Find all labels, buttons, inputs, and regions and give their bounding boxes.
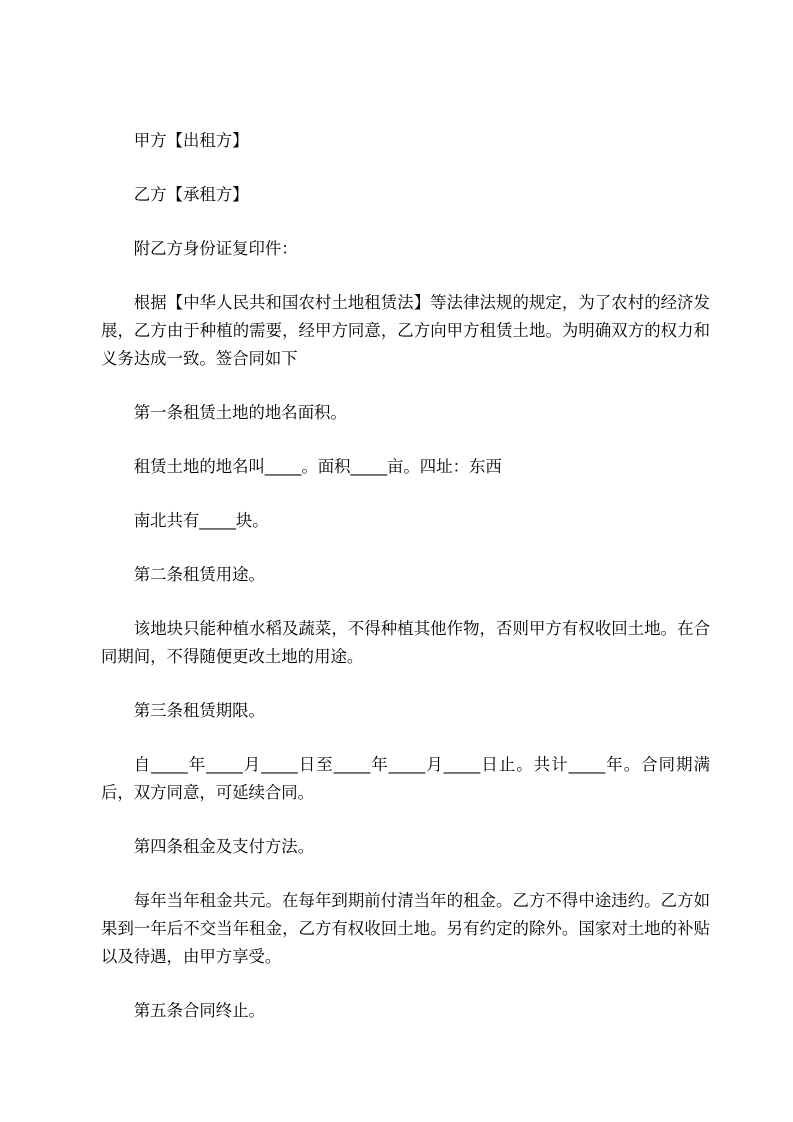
clause-4-body: 每年当年租金共元。在每年到期前付清当年的租金。乙方不得中途违约。乙方如果到一年后不交当年租金，乙方有权收回土地。另有约定的除外。国家对土地的补贴以及待遇，由甲方享受。 — [101, 892, 710, 966]
party-a-line: 甲方【出租方】 — [133, 132, 249, 150]
clause-1-body-1: 租赁土地的地名叫____。面积____亩。四址：东西 — [133, 458, 502, 476]
clause-5-title: 第五条合同终止。 — [133, 1002, 265, 1020]
clause-1-body-2: 南北共有____块。 — [133, 512, 269, 530]
clause-2-body: 该地块只能种植水稻及蔬菜，不得种植其他作物，否则甲方有权收回土地。在合同期间，不得随便更改土地的用途。 — [101, 620, 710, 666]
attachment-note: 附乙方身份证复印件： — [133, 240, 298, 258]
clause-4-title: 第四条租金及支付方法。 — [133, 838, 315, 856]
preamble: 根据【中华人民共和国农村土地租赁法】等法律法规的规定，为了农村的经济发展，乙方由于种植的需要，经甲方同意，乙方向甲方租赁土地。为明确双方的权力和义务达成一致。签合同如下 — [101, 294, 710, 368]
party-b-line: 乙方【承租方】 — [133, 186, 249, 204]
clause-1-title: 第一条租赁土地的地名面积。 — [133, 404, 347, 422]
clause-2-title: 第二条租赁用途。 — [133, 566, 265, 584]
clause-3-body: 自____年____月____日至____年____月____日止。共计____年。合同期满后，双方同意，可延续合同。 — [101, 756, 710, 802]
clause-3-title: 第三条租赁期限。 — [133, 702, 265, 720]
